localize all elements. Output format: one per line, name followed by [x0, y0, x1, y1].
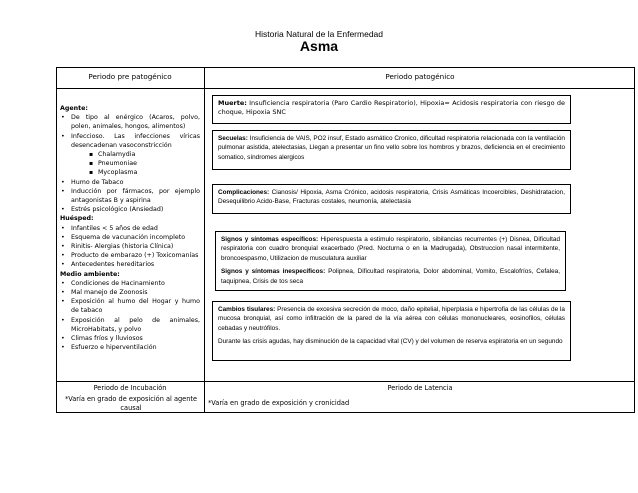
incubacion-label: Periodo de Incubación: [93, 384, 167, 392]
prepatogenic-header: Periodo pre patogénico: [88, 72, 172, 81]
incubacion-note: *Varía en grado de exposición al agente causal: [64, 395, 198, 412]
complicaciones-label: Complicaciones:: [218, 189, 270, 196]
inespecificos-paragraph: [221, 267, 560, 286]
secuelas-text: Insuficiencia de VAIS, PO2 insuf, Estado asmático Cronico, dificultad respiratoria relacionada con la ventilación pulmonar asistida, atelectasias, Llegan a presentar un fino vello sobre los hombros y brazos, deficiencia en el crecimiento somatico, síndromes alergicos: [218, 135, 565, 161]
huesped-heading: Huésped:: [60, 215, 94, 223]
complicaciones-text: Cianosis/ Hipoxia, Asma Crónico, acidosis respiratoria, Crisis Asmáticas Incoercibles, Deshidratacion, Desequilibrio Acido-Base, Fracturas costales, neumonía, atelectasia: [218, 189, 565, 206]
list-subitem-plain: [60, 159, 200, 168]
inespecificos-label: Signos y síntomas inespecíficos:: [221, 268, 326, 276]
list-item: • Mal manejo de Zoonosis: [60, 288, 200, 297]
medio-heading: Medio ambiente:: [60, 270, 120, 278]
tisulares-text: Presencia de excesiva secreción de moco, daño epitelial, hiperplasia e hipertrofia de las células de la mucosa bronquial, así como infiltración de la pared de la vía aérea con células mononucleares, eosinofilos, células cebadas y neutrófilos.: [218, 306, 565, 332]
column-divider: [204, 67, 205, 413]
especificos-paragraph: [221, 235, 560, 263]
tisulares-paragraph: [218, 305, 565, 333]
footer-row-divider: [56, 381, 635, 382]
document-title: Asma: [299, 38, 339, 54]
document-subtitle: Historia Natural de la Enfermedad: [254, 29, 384, 39]
tisulares-label: Cambios tisulares:: [218, 306, 276, 313]
list-item: • Esquema de vacunación incompleto: [60, 233, 200, 242]
especificos-label: Signos y síntomas específicos:: [221, 236, 319, 243]
list-item: • Infantiles < 5 años de edad: [60, 224, 200, 233]
prepatogenic-content: [60, 104, 200, 352]
inespecificos-text: Polipnea, Dificultad respiratoria, Dolor abdominal, Vomito, Escalofríos, Cefalea, taquipnea, Crisis de tos seca: [221, 268, 561, 285]
list-item: • Esfuerzo e hiperventilación: [60, 343, 200, 352]
list-item: • De tipo al enérgico (Acaros, polvo, polen, animales, hongos, alimentos): [60, 113, 200, 131]
header-row-divider: [56, 88, 635, 89]
cambios-tisulares-box: [212, 301, 571, 361]
tisulares-paragraph-2: Durante las crisis agudas, hay disminución de la capacidad vital (CV) y del volumen de reserva espiratoria en un segundo: [218, 338, 563, 346]
list-item: • Exposición al humo del Hogar y humo de tabaco: [60, 297, 200, 315]
complicaciones-box: [212, 184, 571, 214]
list-item: • Exposición al pelo de animales, MicroHabitats, y polvo: [60, 316, 200, 334]
list-item: • Condiciones de Hacinamiento: [60, 279, 200, 288]
especificos-text: Hiperespuesta a estimulo respiratorio, sibilancias recurrentes (+) Disnea, Dificultad respiratoria con cuadro bronquial exacerbado (Pred. Nocturna o en la Madrugada), Obstruccion nasal intermitente, broncoespasmo, Utilizacion de musculatura auxiliar: [221, 236, 560, 262]
patogenic-header: Periodo patogénico: [385, 72, 455, 81]
secuelas-label: Secuelas:: [218, 135, 248, 142]
list-item: • Producto de embarazo (+) Toxicomanías: [60, 251, 200, 260]
list-item: • Inducción por fármacos, por ejemplo antagonistas B y aspirina: [60, 187, 200, 205]
list-subitem: ▪ Mycoplasma: [60, 168, 200, 177]
signos-sintomas-box: [215, 231, 566, 291]
latencia-note: *Varía en grado de exposición y cronicidad: [208, 399, 350, 407]
muerte-label: Muerte:: [218, 99, 247, 107]
muerte-text: Insuficiencia respiratoria (Paro Cardio Respiratorio), Hipoxia= Acidosis respiratoria con riesgo de choque, Hipoxia SNC: [218, 99, 565, 117]
list-item: • Humo de Tabaco: [60, 178, 200, 187]
secuelas-box: [212, 130, 571, 170]
list-item: • Estrés psicológico (Ansiedad): [60, 205, 200, 214]
list-subitem: ▪ Chalamydia: [60, 150, 200, 159]
muerte-box: [212, 95, 571, 124]
agente-heading: Agente:: [60, 105, 88, 112]
latencia-label: Periodo de Latencia: [387, 384, 453, 392]
list-item: • Antecedentes hereditarios: [60, 260, 200, 269]
list-item: • Rinitis- Alergias (historia Clínica): [60, 242, 200, 251]
list-item: • Climas fríos y lluviosos: [60, 334, 200, 343]
virus-name: Pneumoniae: [98, 160, 138, 168]
list-item: • Infeccioso. Las infecciones víricas desencadenan vasoconstricción: [60, 132, 200, 150]
